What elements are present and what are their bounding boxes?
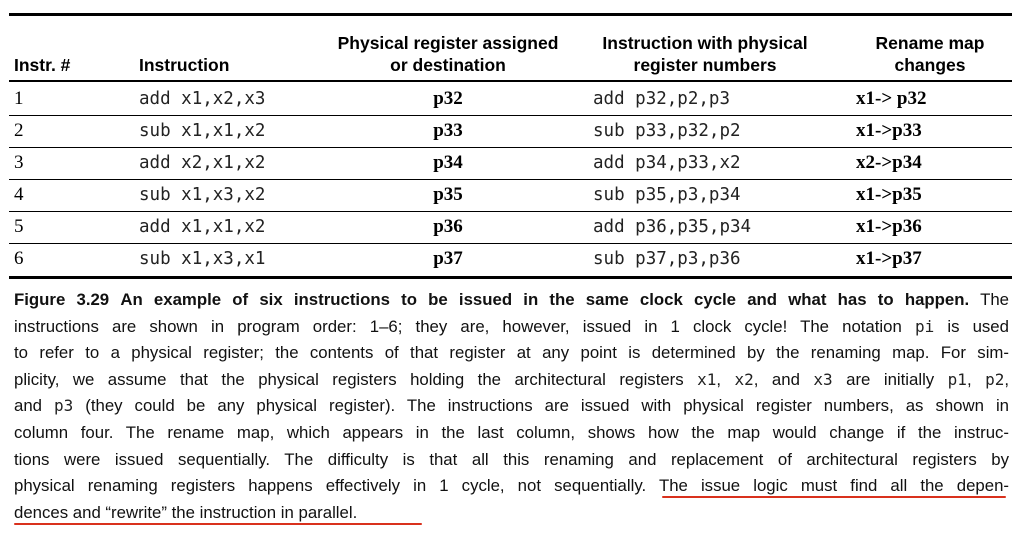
operands: p36,p35,p34 [635, 217, 752, 237]
rename-map-cell: x1->p36 [856, 216, 922, 237]
physical-register-cell: p34 [433, 152, 463, 173]
header-rename-map-line1: Rename map [875, 33, 985, 53]
header-rename-map [850, 32, 1010, 76]
figure-label: Figure 3.29 [14, 290, 110, 309]
opcode: sub [593, 121, 625, 141]
physical-register-cell: p32 [433, 88, 463, 109]
instruction-cell [139, 243, 265, 275]
row-number: 2 [14, 120, 24, 141]
opcode: sub [593, 249, 625, 269]
row-number: 4 [14, 184, 24, 205]
operands: x1,x3,x1 [181, 249, 266, 269]
caption-line: and p3 (they could be any physical register). The instructions are issued with physical register numbers, as shown in [14, 396, 1010, 416]
opcode: add [593, 153, 625, 173]
operands: p37,p3,p36 [635, 249, 741, 269]
header-instr-num: Instr. # [14, 55, 71, 75]
header-instruction-physical [580, 32, 830, 76]
caption-line: tions were issued sequentially. The difficulty is that all this renaming and replacement of architectural registers by [14, 449, 1009, 469]
operands: p34,p33,x2 [635, 153, 741, 173]
physical-register-cell: p33 [433, 120, 463, 141]
physical-instruction-cell [593, 83, 730, 115]
opcode: add [139, 217, 171, 237]
caption-line: to refer to a physical register; the contents of that register at any point is determined by the renaming map. For sim- [14, 343, 1009, 363]
instruction-cell [139, 115, 265, 147]
operands: x1,x1,x2 [181, 217, 266, 237]
rename-map-cell: x1->p35 [856, 184, 922, 205]
instruction-cell [139, 83, 265, 115]
highlight-underline [14, 523, 422, 525]
caption-line: physical renaming registers happens effectively in 1 cycle, not sequentially. The issue logic must find all the depen- [14, 476, 1009, 496]
table-bottom-rule [9, 276, 1012, 279]
opcode: add [593, 217, 625, 237]
rename-map-cell: x1->p37 [856, 248, 922, 269]
inline-code: pi [914, 316, 935, 336]
figure-title: An example of six instructions to be issued in the same clock cycle and what has to happen. [120, 290, 970, 309]
header-physical-register-line1: Physical register assigned [337, 33, 559, 53]
opcode: sub [139, 185, 171, 205]
physical-instruction-cell [593, 147, 741, 179]
caption-line: plicity, we assume that the physical registers holding the architectural registers x1, x2, and x3 are initially p1, p2, [14, 369, 1009, 389]
highlighted-text: dences and “rewrite” the instruction in parallel [14, 502, 353, 522]
physical-instruction-cell [593, 211, 751, 243]
opcode: sub [593, 185, 625, 205]
operands: p35,p3,p34 [635, 185, 741, 205]
figure-caption [14, 287, 1009, 526]
operands: x1,x1,x2 [181, 121, 266, 141]
opcode: add [139, 153, 171, 173]
highlighted-text: The issue logic must find all the depen- [658, 476, 1009, 496]
opcode: add [593, 89, 625, 109]
inline-code: x3 [813, 369, 833, 389]
caption-line: column four. The rename map, which appears in the last column, shows how the map would change if the instruc- [14, 422, 1009, 442]
header-instruction: Instruction [139, 55, 230, 75]
row-number: 5 [14, 216, 24, 237]
inline-code: p1 [947, 369, 967, 389]
inline-code: p2 [985, 369, 1005, 389]
header-physical-register [320, 32, 576, 76]
opcode: sub [139, 249, 171, 269]
table-header-rule [9, 80, 1012, 82]
physical-register-cell: p35 [433, 184, 463, 205]
physical-register-cell: p36 [433, 216, 463, 237]
instruction-cell [139, 147, 265, 179]
inline-code: x1 [697, 369, 717, 389]
inline-code: x2 [734, 369, 754, 389]
highlight-underline [662, 496, 1006, 498]
opcode: sub [139, 121, 171, 141]
caption-line: dences and “rewrite” the instruction in parallel. [14, 502, 358, 522]
physical-instruction-cell [593, 243, 741, 275]
opcode: add [139, 89, 171, 109]
operands: p33,p32,p2 [635, 121, 741, 141]
table-top-rule [9, 13, 1012, 16]
row-number: 1 [14, 88, 24, 109]
operands: x1,x3,x2 [181, 185, 266, 205]
rename-map-cell: x1->p33 [856, 120, 922, 141]
header-instruction-physical-line1: Instruction with physical [602, 33, 808, 53]
physical-instruction-cell [593, 115, 741, 147]
physical-register-cell: p37 [433, 248, 463, 269]
header-instruction-physical-line2: register numbers [633, 55, 777, 75]
operands: x2,x1,x2 [181, 153, 266, 173]
caption-line: Figure 3.29 An example of six instructions to be issued in the same clock cycle and what has to happen. The [14, 290, 1010, 309]
row-number: 3 [14, 152, 24, 173]
operands: x1,x2,x3 [181, 89, 266, 109]
inline-code: p3 [54, 396, 74, 416]
instruction-cell [139, 179, 265, 211]
rename-map-cell: x1-> p32 [856, 88, 927, 109]
header-rename-map-line2: changes [894, 55, 966, 75]
header-physical-register-line2: or destination [390, 55, 506, 75]
caption-line: instructions are shown in program order: 1–6; they are, however, issued in 1 clock cycle! The notation pi is used [14, 316, 1009, 336]
row-number: 6 [14, 248, 24, 269]
instruction-cell [139, 211, 265, 243]
physical-instruction-cell [593, 179, 741, 211]
rename-map-cell: x2->p34 [856, 152, 922, 173]
operands: p32,p2,p3 [635, 89, 730, 109]
